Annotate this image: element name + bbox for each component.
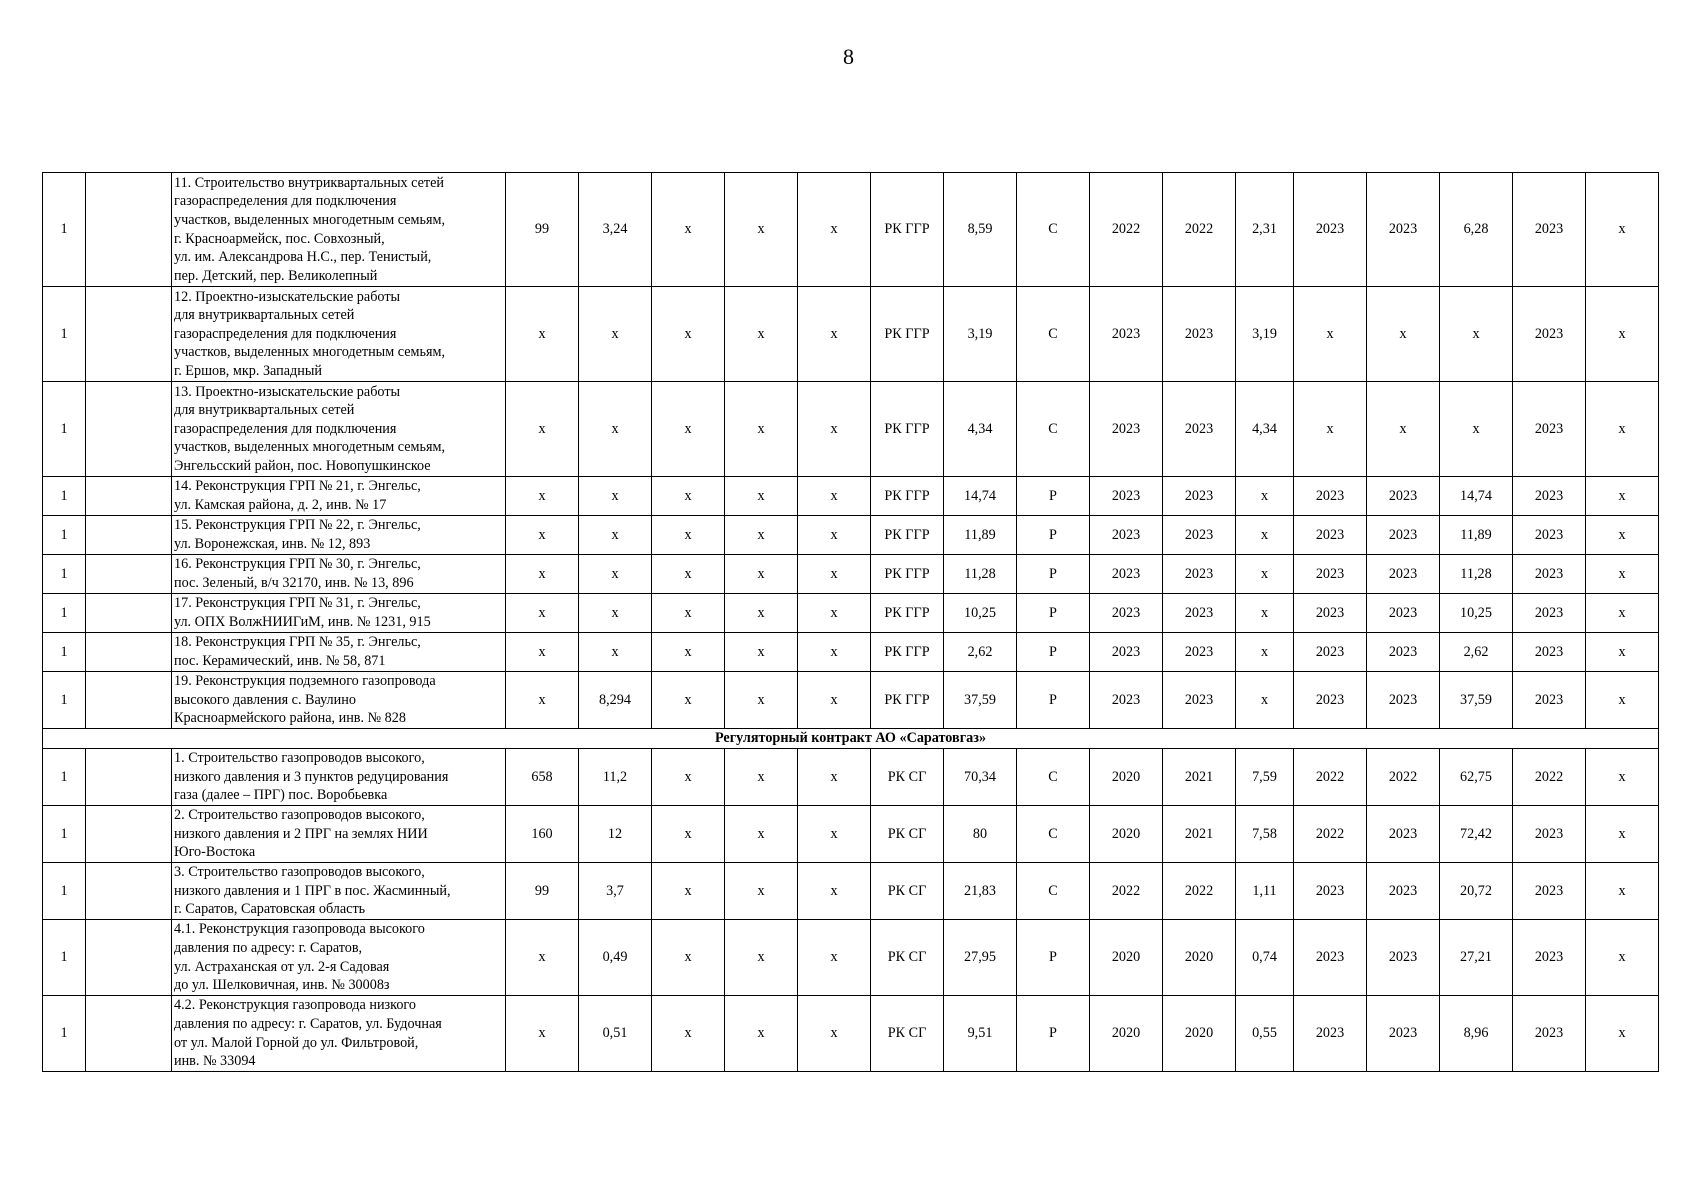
col-end-cell: 2021 [1163, 749, 1236, 806]
col-cost-cell: 10,25 [944, 594, 1017, 633]
col-last-cell: х [1586, 555, 1659, 594]
col-c4-cell: х [725, 477, 798, 516]
col-last-cell: х [1586, 477, 1659, 516]
col-cost-cell: 27,95 [944, 920, 1017, 996]
col-type-cell: Р [1017, 996, 1090, 1072]
col-length-cell: х [506, 555, 579, 594]
col-description-cell: 14. Реконструкция ГРП № 21, г. Энгельс, ул. Камская района, д. 2, инв. № 17 [172, 477, 506, 516]
col-year-a-cell: 2023 [1294, 477, 1367, 516]
col-length-cell: х [506, 477, 579, 516]
col-value-a-cell: 2,31 [1236, 173, 1294, 287]
col-year-a-cell: 2023 [1294, 594, 1367, 633]
col-value-b-cell: 27,21 [1440, 920, 1513, 996]
col-source-cell: РК ГГР [871, 173, 944, 287]
col-cost-cell: 8,59 [944, 173, 1017, 287]
col-code-cell [86, 516, 172, 555]
col-start-cell: 2020 [1090, 920, 1163, 996]
col-last-cell: х [1586, 672, 1659, 729]
col-value-a-cell: х [1236, 477, 1294, 516]
col-c4-cell: х [725, 633, 798, 672]
col-type-cell: С [1017, 287, 1090, 382]
col-c4-cell: х [725, 594, 798, 633]
col-description-cell: 4.2. Реконструкция газопровода низкого давления по адресу: г. Саратов, ул. Будочная от ул. Малой Горной до ул. Фильтровой, инв. № 33094 [172, 996, 506, 1072]
col-description-cell: 19. Реконструкция подземного газопровода высокого давления с. Ваулино Красноармейского района, инв. № 828 [172, 672, 506, 729]
col-c5-cell: х [798, 996, 871, 1072]
col-year-a-cell: 2023 [1294, 173, 1367, 287]
col-code-cell [86, 594, 172, 633]
col-diameter-cell: х [579, 382, 652, 477]
col-cost-cell: 80 [944, 806, 1017, 863]
table-row [43, 806, 1659, 863]
col-code-cell [86, 382, 172, 477]
table-row [43, 863, 1659, 920]
col-type-cell: Р [1017, 672, 1090, 729]
col-length-cell: 99 [506, 863, 579, 920]
col-diameter-cell: 12 [579, 806, 652, 863]
col-year-b-cell: 2023 [1367, 516, 1440, 555]
col-end-cell: 2020 [1163, 920, 1236, 996]
col-code-cell [86, 173, 172, 287]
col-year-a-cell: 2023 [1294, 516, 1367, 555]
col-length-cell: 658 [506, 749, 579, 806]
col-description-cell: 18. Реконструкция ГРП № 35, г. Энгельс, пос. Керамический, инв. № 58, 871 [172, 633, 506, 672]
col-description-cell: 11. Строительство внутриквартальных сетей газораспределения для подключения участков, выделенных многодетным семьям, г. Красноармейск, пос. Совхозный, ул. им. Александрова Н.С., пер. Тенистый, пер. Детский, пер. Великолепный [172, 173, 506, 287]
col-last-cell: х [1586, 516, 1659, 555]
col-type-cell: С [1017, 806, 1090, 863]
table-row [43, 996, 1659, 1072]
col-number-cell: 1 [43, 516, 86, 555]
col-source-cell: РК ГГР [871, 287, 944, 382]
col-type-cell: Р [1017, 477, 1090, 516]
col-length-cell: х [506, 920, 579, 996]
col-value-b-cell: 62,75 [1440, 749, 1513, 806]
section-title: Регуляторный контракт АО «Саратовгаз» [43, 729, 1659, 749]
col-value-a-cell: 3,19 [1236, 287, 1294, 382]
col-year-b-cell: 2023 [1367, 477, 1440, 516]
col-value-b-cell: 20,72 [1440, 863, 1513, 920]
col-number-cell: 1 [43, 382, 86, 477]
col-description-cell: 15. Реконструкция ГРП № 22, г. Энгельс, ул. Воронежская, инв. № 12, 893 [172, 516, 506, 555]
col-number-cell: 1 [43, 863, 86, 920]
col-source-cell: РК ГГР [871, 382, 944, 477]
col-code-cell [86, 633, 172, 672]
col-end-cell: 2023 [1163, 516, 1236, 555]
col-c5-cell: х [798, 749, 871, 806]
col-value-a-cell: х [1236, 555, 1294, 594]
col-source-cell: РК ГГР [871, 516, 944, 555]
col-code-cell [86, 555, 172, 594]
col-year-c-cell: 2023 [1513, 477, 1586, 516]
col-start-cell: 2023 [1090, 633, 1163, 672]
col-c4-cell: х [725, 516, 798, 555]
col-c5-cell: х [798, 555, 871, 594]
col-number-cell: 1 [43, 996, 86, 1072]
col-start-cell: 2023 [1090, 477, 1163, 516]
col-last-cell: х [1586, 382, 1659, 477]
col-diameter-cell: х [579, 594, 652, 633]
col-last-cell: х [1586, 287, 1659, 382]
col-year-b-cell: 2023 [1367, 555, 1440, 594]
col-c3-cell: х [652, 477, 725, 516]
table-row [43, 594, 1659, 633]
col-last-cell: х [1586, 996, 1659, 1072]
col-year-c-cell: 2023 [1513, 996, 1586, 1072]
col-value-a-cell: 7,59 [1236, 749, 1294, 806]
col-c5-cell: х [798, 287, 871, 382]
col-start-cell: 2023 [1090, 594, 1163, 633]
table-row [43, 633, 1659, 672]
col-value-b-cell: 6,28 [1440, 173, 1513, 287]
col-number-cell: 1 [43, 749, 86, 806]
col-value-b-cell: 72,42 [1440, 806, 1513, 863]
col-c4-cell: х [725, 555, 798, 594]
col-number-cell: 1 [43, 633, 86, 672]
col-c5-cell: х [798, 863, 871, 920]
col-description-cell: 1. Строительство газопроводов высокого, низкого давления и 3 пунктов редуцирования газа (далее – ПРГ) пос. Воробьевка [172, 749, 506, 806]
col-code-cell [86, 672, 172, 729]
col-value-a-cell: 0,55 [1236, 996, 1294, 1072]
col-year-a-cell: 2023 [1294, 996, 1367, 1072]
col-year-c-cell: 2023 [1513, 594, 1586, 633]
page-number: 8 [843, 44, 854, 69]
col-value-a-cell: 1,11 [1236, 863, 1294, 920]
col-diameter-cell: 3,7 [579, 863, 652, 920]
col-value-b-cell: 37,59 [1440, 672, 1513, 729]
col-value-b-cell: 14,74 [1440, 477, 1513, 516]
col-description-cell: 12. Проектно-изыскательские работы для внутриквартальных сетей газораспределения для подключения участков, выделенных многодетным семьям, г. Ершов, мкр. Западный [172, 287, 506, 382]
col-description-cell: 17. Реконструкция ГРП № 31, г. Энгельс, ул. ОПХ ВолжНИИГиМ, инв. № 1231, 915 [172, 594, 506, 633]
table-row [43, 382, 1659, 477]
col-value-b-cell: 8,96 [1440, 996, 1513, 1072]
col-c3-cell: х [652, 287, 725, 382]
col-year-c-cell: 2023 [1513, 806, 1586, 863]
col-length-cell: х [506, 594, 579, 633]
col-c3-cell: х [652, 996, 725, 1072]
col-description-cell: 16. Реконструкция ГРП № 30, г. Энгельс, пос. Зеленый, в/ч 32170, инв. № 13, 896 [172, 555, 506, 594]
col-c3-cell: х [652, 806, 725, 863]
col-code-cell [86, 477, 172, 516]
col-source-cell: РК СГ [871, 863, 944, 920]
col-year-a-cell: 2023 [1294, 863, 1367, 920]
col-c5-cell: х [798, 806, 871, 863]
col-year-b-cell: 2023 [1367, 806, 1440, 863]
col-c4-cell: х [725, 996, 798, 1072]
col-description-cell: 13. Проектно-изыскательские работы для внутриквартальных сетей газораспределения для подключения участков, выделенных многодетным семьям, Энгельсский район, пос. Новопушкинское [172, 382, 506, 477]
col-code-cell [86, 996, 172, 1072]
table-row [43, 920, 1659, 996]
col-source-cell: РК ГГР [871, 594, 944, 633]
col-length-cell: х [506, 516, 579, 555]
col-year-b-cell: 2022 [1367, 749, 1440, 806]
col-c3-cell: х [652, 594, 725, 633]
col-year-c-cell: 2023 [1513, 672, 1586, 729]
table-row [43, 672, 1659, 729]
table-row [43, 749, 1659, 806]
col-c5-cell: х [798, 173, 871, 287]
col-year-b-cell: х [1367, 287, 1440, 382]
col-source-cell: РК ГГР [871, 633, 944, 672]
col-c4-cell: х [725, 806, 798, 863]
col-length-cell: х [506, 287, 579, 382]
col-year-c-cell: 2023 [1513, 173, 1586, 287]
col-c4-cell: х [725, 382, 798, 477]
table-row [43, 287, 1659, 382]
col-last-cell: х [1586, 594, 1659, 633]
col-diameter-cell: х [579, 287, 652, 382]
col-end-cell: 2023 [1163, 287, 1236, 382]
col-source-cell: РК ГГР [871, 672, 944, 729]
col-cost-cell: 4,34 [944, 382, 1017, 477]
col-c3-cell: х [652, 672, 725, 729]
col-value-a-cell: 0,74 [1236, 920, 1294, 996]
col-source-cell: РК СГ [871, 920, 944, 996]
section-header-row [43, 729, 1659, 749]
col-end-cell: 2020 [1163, 996, 1236, 1072]
col-length-cell: х [506, 996, 579, 1072]
col-c5-cell: х [798, 382, 871, 477]
col-c3-cell: х [652, 633, 725, 672]
col-year-c-cell: 2023 [1513, 920, 1586, 996]
col-end-cell: 2023 [1163, 382, 1236, 477]
col-length-cell: х [506, 382, 579, 477]
col-value-b-cell: 2,62 [1440, 633, 1513, 672]
col-cost-cell: 9,51 [944, 996, 1017, 1072]
col-description-cell: 2. Строительство газопроводов высокого, низкого давления и 2 ПРГ на землях НИИ Юго-Востока [172, 806, 506, 863]
col-year-b-cell: 2023 [1367, 672, 1440, 729]
col-type-cell: С [1017, 173, 1090, 287]
col-value-a-cell: 4,34 [1236, 382, 1294, 477]
col-value-a-cell: х [1236, 633, 1294, 672]
col-end-cell: 2023 [1163, 594, 1236, 633]
col-year-c-cell: 2023 [1513, 516, 1586, 555]
col-start-cell: 2022 [1090, 173, 1163, 287]
col-number-cell: 1 [43, 672, 86, 729]
col-value-b-cell: х [1440, 287, 1513, 382]
col-year-c-cell: 2022 [1513, 749, 1586, 806]
col-last-cell: х [1586, 806, 1659, 863]
col-diameter-cell: 8,294 [579, 672, 652, 729]
col-last-cell: х [1586, 633, 1659, 672]
col-type-cell: С [1017, 382, 1090, 477]
col-cost-cell: 3,19 [944, 287, 1017, 382]
col-end-cell: 2023 [1163, 633, 1236, 672]
col-year-b-cell: 2023 [1367, 173, 1440, 287]
col-year-b-cell: 2023 [1367, 863, 1440, 920]
col-value-b-cell: х [1440, 382, 1513, 477]
col-number-cell: 1 [43, 594, 86, 633]
col-year-a-cell: 2023 [1294, 633, 1367, 672]
col-value-a-cell: х [1236, 516, 1294, 555]
table-row [43, 516, 1659, 555]
col-c3-cell: х [652, 516, 725, 555]
col-end-cell: 2023 [1163, 555, 1236, 594]
col-year-c-cell: 2023 [1513, 287, 1586, 382]
col-last-cell: х [1586, 920, 1659, 996]
col-c3-cell: х [652, 920, 725, 996]
col-number-cell: 1 [43, 920, 86, 996]
table-row [43, 477, 1659, 516]
col-year-a-cell: х [1294, 287, 1367, 382]
col-length-cell: 160 [506, 806, 579, 863]
col-type-cell: Р [1017, 555, 1090, 594]
col-type-cell: Р [1017, 516, 1090, 555]
col-cost-cell: 11,28 [944, 555, 1017, 594]
col-c3-cell: х [652, 382, 725, 477]
col-type-cell: Р [1017, 920, 1090, 996]
col-c5-cell: х [798, 633, 871, 672]
col-cost-cell: 14,74 [944, 477, 1017, 516]
col-year-a-cell: 2023 [1294, 555, 1367, 594]
col-year-a-cell: 2023 [1294, 920, 1367, 996]
col-number-cell: 1 [43, 173, 86, 287]
col-c4-cell: х [725, 920, 798, 996]
col-cost-cell: 70,34 [944, 749, 1017, 806]
col-source-cell: РК СГ [871, 749, 944, 806]
col-source-cell: РК ГГР [871, 477, 944, 516]
col-last-cell: х [1586, 863, 1659, 920]
table-row [43, 173, 1659, 287]
col-code-cell [86, 287, 172, 382]
col-c5-cell: х [798, 477, 871, 516]
col-year-a-cell: 2022 [1294, 806, 1367, 863]
col-number-cell: 1 [43, 287, 86, 382]
col-year-b-cell: 2023 [1367, 594, 1440, 633]
col-c4-cell: х [725, 672, 798, 729]
col-code-cell [86, 863, 172, 920]
col-c5-cell: х [798, 672, 871, 729]
col-start-cell: 2023 [1090, 287, 1163, 382]
col-end-cell: 2022 [1163, 863, 1236, 920]
col-c4-cell: х [725, 749, 798, 806]
col-cost-cell: 21,83 [944, 863, 1017, 920]
col-start-cell: 2023 [1090, 555, 1163, 594]
data-table [42, 172, 1659, 1072]
col-type-cell: С [1017, 749, 1090, 806]
col-value-a-cell: х [1236, 672, 1294, 729]
col-cost-cell: 11,89 [944, 516, 1017, 555]
col-length-cell: х [506, 672, 579, 729]
col-diameter-cell: х [579, 633, 652, 672]
col-year-a-cell: 2022 [1294, 749, 1367, 806]
col-end-cell: 2023 [1163, 672, 1236, 729]
col-diameter-cell: 0,49 [579, 920, 652, 996]
col-diameter-cell: х [579, 477, 652, 516]
col-value-b-cell: 11,28 [1440, 555, 1513, 594]
col-year-b-cell: х [1367, 382, 1440, 477]
col-c5-cell: х [798, 920, 871, 996]
col-diameter-cell: 0,51 [579, 996, 652, 1072]
col-c3-cell: х [652, 173, 725, 287]
col-last-cell: х [1586, 749, 1659, 806]
col-length-cell: 99 [506, 173, 579, 287]
col-c5-cell: х [798, 594, 871, 633]
col-value-b-cell: 11,89 [1440, 516, 1513, 555]
col-code-cell [86, 920, 172, 996]
col-diameter-cell: 11,2 [579, 749, 652, 806]
col-c3-cell: х [652, 555, 725, 594]
col-c4-cell: х [725, 287, 798, 382]
col-year-c-cell: 2023 [1513, 555, 1586, 594]
col-year-a-cell: 2023 [1294, 672, 1367, 729]
col-year-b-cell: 2023 [1367, 996, 1440, 1072]
col-start-cell: 2020 [1090, 806, 1163, 863]
col-number-cell: 1 [43, 806, 86, 863]
col-value-a-cell: х [1236, 594, 1294, 633]
col-year-c-cell: 2023 [1513, 382, 1586, 477]
col-type-cell: Р [1017, 633, 1090, 672]
col-c5-cell: х [798, 516, 871, 555]
col-number-cell: 1 [43, 555, 86, 594]
col-last-cell: х [1586, 173, 1659, 287]
col-c3-cell: х [652, 863, 725, 920]
col-c3-cell: х [652, 749, 725, 806]
col-year-b-cell: 2023 [1367, 920, 1440, 996]
col-start-cell: 2020 [1090, 749, 1163, 806]
col-type-cell: С [1017, 863, 1090, 920]
col-year-c-cell: 2023 [1513, 633, 1586, 672]
col-year-a-cell: х [1294, 382, 1367, 477]
col-year-c-cell: 2023 [1513, 863, 1586, 920]
col-cost-cell: 2,62 [944, 633, 1017, 672]
col-value-a-cell: 7,58 [1236, 806, 1294, 863]
col-code-cell [86, 749, 172, 806]
col-end-cell: 2023 [1163, 477, 1236, 516]
col-end-cell: 2021 [1163, 806, 1236, 863]
col-c4-cell: х [725, 173, 798, 287]
col-description-cell: 3. Строительство газопроводов высокого, низкого давления и 1 ПРГ в пос. Жасминный, г. Саратов, Саратовская область [172, 863, 506, 920]
col-start-cell: 2023 [1090, 516, 1163, 555]
col-end-cell: 2022 [1163, 173, 1236, 287]
col-diameter-cell: х [579, 555, 652, 594]
col-start-cell: 2023 [1090, 382, 1163, 477]
col-cost-cell: 37,59 [944, 672, 1017, 729]
col-start-cell: 2023 [1090, 672, 1163, 729]
col-code-cell [86, 806, 172, 863]
col-c4-cell: х [725, 863, 798, 920]
col-number-cell: 1 [43, 477, 86, 516]
col-length-cell: х [506, 633, 579, 672]
col-diameter-cell: х [579, 516, 652, 555]
table-row [43, 555, 1659, 594]
col-description-cell: 4.1. Реконструкция газопровода высокого давления по адресу: г. Саратов, ул. Астраханская от ул. 2-я Садовая до ул. Шелковичная, инв. № 30008з [172, 920, 506, 996]
col-source-cell: РК СГ [871, 996, 944, 1072]
col-year-b-cell: 2023 [1367, 633, 1440, 672]
col-type-cell: Р [1017, 594, 1090, 633]
col-value-b-cell: 10,25 [1440, 594, 1513, 633]
col-source-cell: РК ГГР [871, 555, 944, 594]
col-diameter-cell: 3,24 [579, 173, 652, 287]
col-start-cell: 2022 [1090, 863, 1163, 920]
col-source-cell: РК СГ [871, 806, 944, 863]
col-start-cell: 2020 [1090, 996, 1163, 1072]
